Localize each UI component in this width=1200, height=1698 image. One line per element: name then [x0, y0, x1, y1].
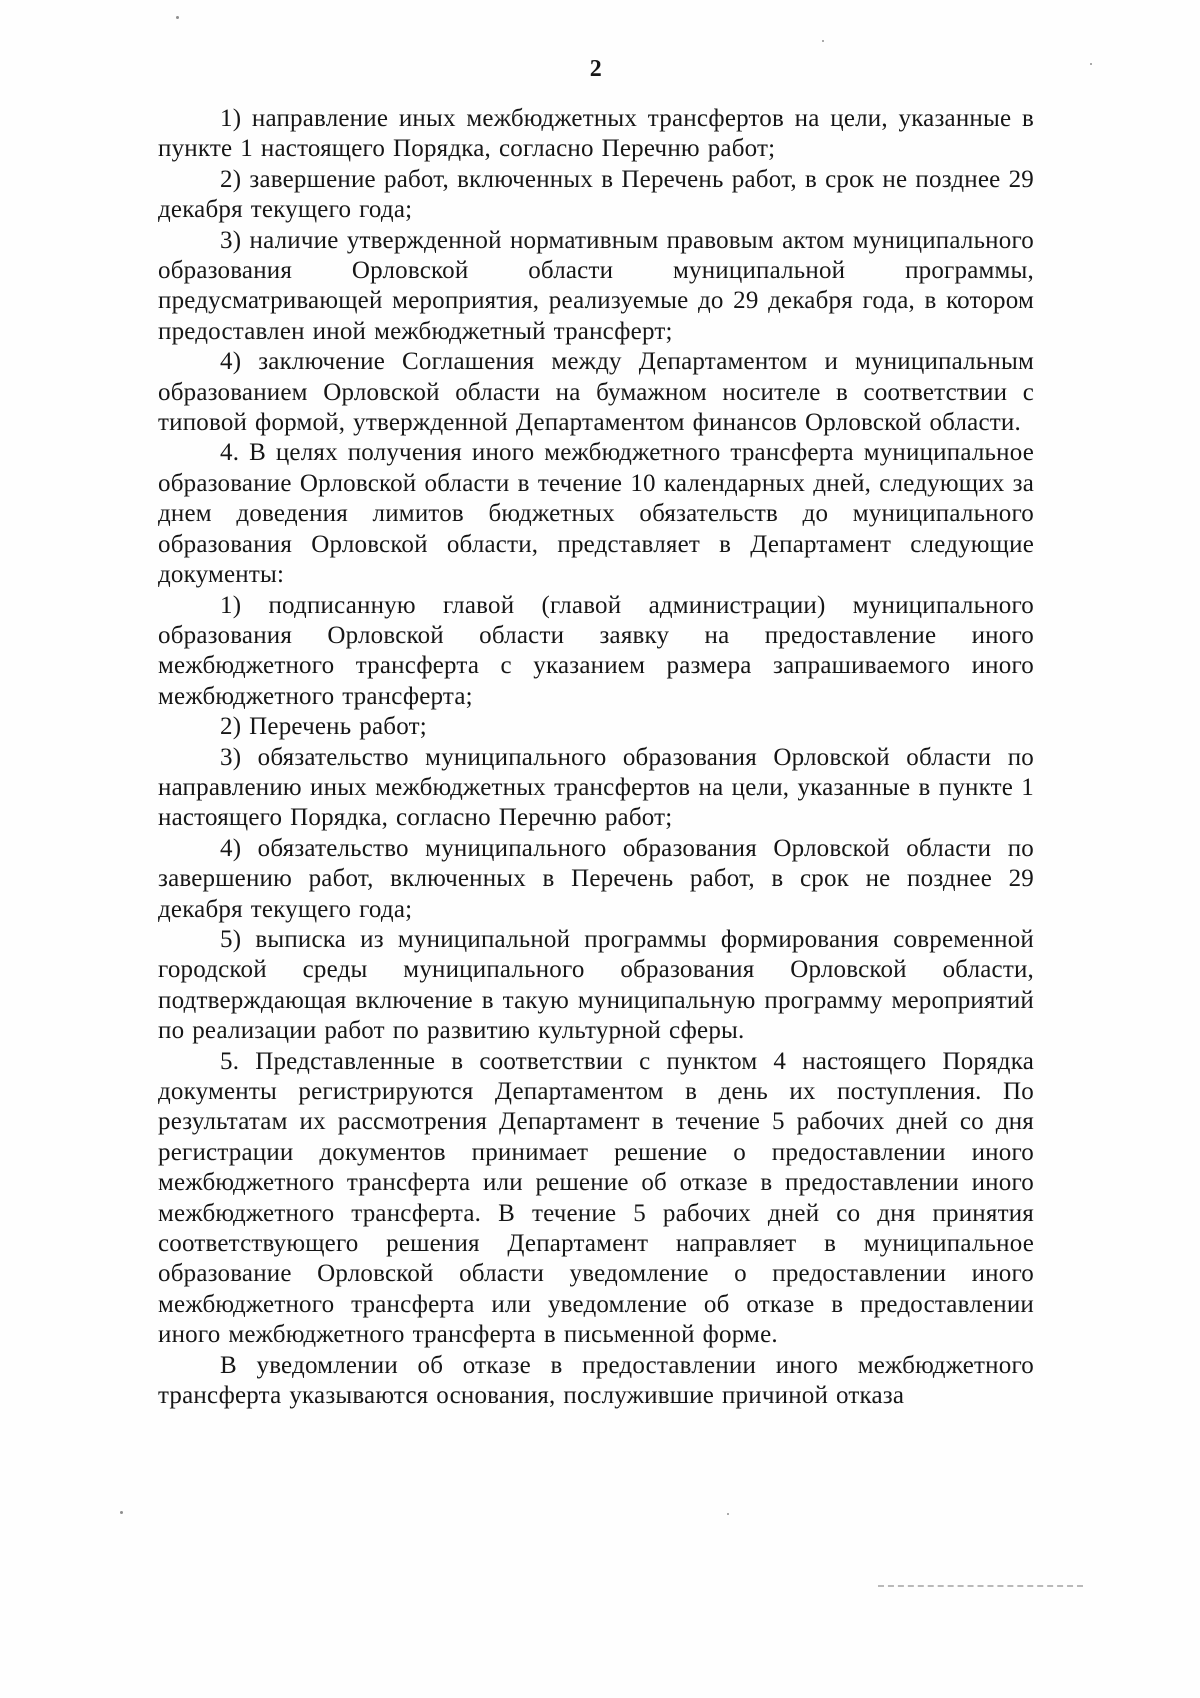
- paragraph-list-item-3: 3) наличие утвержденной нормативным правовым актом муниципального образования Орловской области муниципальной программы, предусматривающей мероприятия, реализуемые до 29 декабря года, в котором предоставлен иной межбюджетный трансферт;: [158, 226, 1034, 345]
- page-number: 2: [589, 56, 603, 82]
- scan-artifact-dot: [727, 1513, 729, 1515]
- document-body: [158, 104, 1034, 1411]
- paragraph-doc-item-4: 4) обязательство муниципального образования Орловской области по завершению работ, включенных в Перечень работ, в срок не позднее 29 декабря текущего года;: [158, 834, 1034, 923]
- scan-artifact-dot: [1090, 63, 1092, 65]
- paragraph-point-5: 5. Представленные в соответствии с пунктом 4 настоящего Порядка документы регистрируются Департаментом в день их поступления. По результатам их рассмотрения Департамент в течение 5 рабочих дней со дня регистрации документов принимает решение о предоставлении иного межбюджетного трансферта или решение об отказе в предоставлении иного межбюджетного трансферта. В течение 5 рабочих дней со дня принятия соответствующего решения Департамент направляет в муниципальное образование Орловской области уведомление о предоставлении иного межбюджетного трансферта или уведомление об отказе в предоставлении иного межбюджетного трансферта в письменной форме.: [158, 1047, 1034, 1349]
- scan-artifact-dot: [120, 1511, 123, 1514]
- paragraph-doc-item-1: 1) подписанную главой (главой администрации) муниципального образования Орловской области заявку на предоставление иного межбюджетного трансферта с указанием размера запрашиваемого иного межбюджетного трансферта;: [158, 591, 1034, 710]
- paragraph-refusal-note: В уведомлении об отказе в предоставлении иного межбюджетного трансферта указываются основания, послужившие причиной отказа: [158, 1351, 1034, 1410]
- scan-artifact-dashed-line: [878, 1585, 1083, 1587]
- paragraph-list-item-1: 1) направление иных межбюджетных трансфертов на цели, указанные в пункте 1 настоящего Порядка, согласно Перечню работ;: [158, 105, 1034, 163]
- paragraph-doc-item-5: 5) выписка из муниципальной программы формирования современной городской среды муниципального образования Орловской области, подтверждающая включение в такую муниципальную программу мероприятий по реализации работ по развитию культурной сферы.: [158, 925, 1034, 1045]
- paragraph-point-4: 4. В целях получения иного межбюджетного трансферта муниципальное образование Орловской области в течение 10 календарных дней, следующих за днем доведения лимитов бюджетных обязательств до муниципального образования Орловской области, представляет в Департамент следующие документы:: [158, 439, 1034, 589]
- paragraph-doc-item-3: 3) обязательство муниципального образования Орловской области по направлению иных межбюджетных трансфертов на цели, указанные в пункте 1 настоящего Порядка, согласно Перечню работ;: [158, 743, 1034, 832]
- paragraph-doc-item-2: 2) Перечень работ;: [220, 713, 427, 741]
- scan-artifact-dot: [176, 16, 179, 19]
- paragraph-list-item-4: 4) заключение Соглашения между Департаментом и муниципальным образованием Орловской области на бумажном носителе в соответствии с типовой формой, утвержденной Департаментом финансов Орловской области.: [158, 348, 1034, 437]
- paragraph-list-item-2: 2) завершение работ, включенных в Перечень работ, в срок не позднее 29 декабря текущего года;: [158, 165, 1034, 224]
- scan-artifact-dot: [822, 40, 824, 42]
